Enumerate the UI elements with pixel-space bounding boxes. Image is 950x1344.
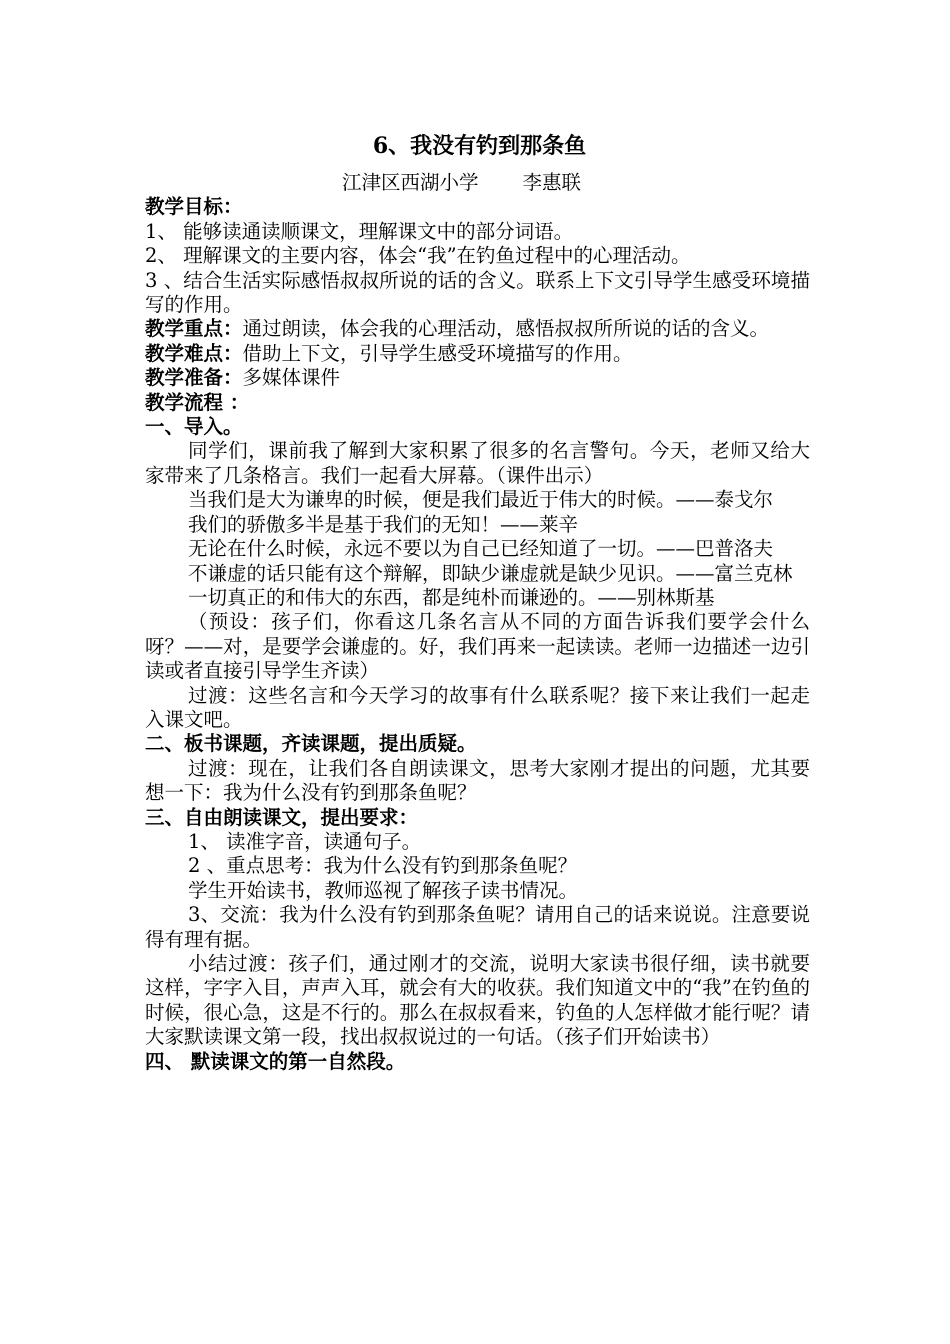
paragraph: 小结过渡：孩子们，通过刚才的交流，说明大家读书很仔细，读书就要这样，字字入目，声声入耳，就会有大的收获。我们知道文中的“我”在钓鱼的时候，很心急，这是不行的。那么在叔叔看来，钓鱼的人怎样做才能行呢？请大家默读课文第一段，找出叔叔说过的一句话。（孩子们开始读书） — [145, 952, 810, 1049]
objective-item: 3 、结合生活实际感悟叔叔所说的话的含义。联系上下文引导学生感受环境描写的作用。 — [145, 268, 810, 317]
quote: 当我们是大为谦卑的时候，便是我们最近于伟大的时候。——泰戈尔 — [188, 488, 774, 512]
school-name: 江津区西湖小学 — [342, 171, 479, 194]
difficulties — [145, 342, 810, 366]
key-points-text: 通过朗读，体会我的心理活动，感悟叔叔所所说的话的含义。 — [242, 317, 770, 341]
difficulties-text: 借助上下文，引导学生感受环境描写的作用。 — [242, 341, 633, 365]
preparation — [145, 366, 810, 390]
paragraph: 同学们，课前我了解到大家积累了很多的名言警句。今天，老师又给大家带来了几条格言。我们一起看大屏幕。（课件出示） — [145, 439, 810, 487]
teacher-name: 李惠联 — [522, 171, 582, 194]
paragraph: （预设：孩子们，你看这几条名言从不同的方面告诉我们要学会什么呀？——对，是要学会谦虚的。好，我们再来一起读读。老师一边描述一边引读或者直接引导学生齐读） — [145, 610, 810, 683]
section-heading: 四、 默读课文的第一自然段。 — [145, 1049, 406, 1073]
paragraph: 过渡：这些名言和今天学习的故事有什么联系呢？接下来让我们一起走入课文吧。 — [145, 683, 810, 731]
section-heading: 二、板书课题，齐读课题，提出质疑。 — [145, 732, 477, 756]
page-title: 6、我没有钓到那条鱼 — [372, 133, 587, 159]
objective-item: 1、 能够读通读顺课文，理解课文中的部分词语。 — [145, 219, 574, 243]
quote: 一切真正的和伟大的东西，都是纯朴而谦逊的。——别林斯基 — [188, 585, 715, 609]
quote: 无论在什么时候，永远不要以为自己已经知道了一切。——巴普洛夫 — [188, 537, 774, 561]
paragraph: 3、交流：我为什么没有钓到那条鱼呢？请用自己的话来说说。注意要说得有理有据。 — [145, 903, 810, 951]
key-points — [145, 317, 810, 341]
key-points-label: 教学重点： — [145, 317, 243, 341]
preparation-text: 多媒体课件 — [242, 366, 341, 390]
quote: 不谦虚的话只能有这个辩解，即缺少谦虚就是缺少见识。——富兰克林 — [188, 561, 793, 585]
objective-item: 2、 理解课文的主要内容，体会“我”在钓鱼过程中的心理活动。 — [145, 244, 691, 268]
paragraph: 过渡：现在，让我们各自朗读课文，思考大家刚才提出的问题，尤其要想一下：我为什么没有钓到那条鱼呢？ — [145, 756, 810, 805]
list-item: 1、 读准字音，读通句子。 — [188, 829, 422, 853]
paragraph: 学生开始读书，教师巡视了解孩子读书情况。 — [188, 878, 579, 902]
author-line — [145, 171, 810, 195]
difficulties-label: 教学难点： — [145, 341, 243, 365]
objectives-heading: 教学目标： — [145, 195, 243, 219]
preparation-label: 教学准备： — [145, 366, 243, 390]
list-item: 2 、重点思考：我为什么没有钓到那条鱼呢？ — [188, 854, 578, 878]
process-heading: 教学流程 ： — [145, 390, 250, 414]
section-heading: 三、自由朗读课文，提出要求： — [145, 805, 419, 829]
quote: 我们的骄傲多半是基于我们的无知！——莱辛 — [188, 512, 579, 536]
section-heading: 一、导入。 — [145, 415, 243, 439]
document-body — [145, 131, 810, 1074]
